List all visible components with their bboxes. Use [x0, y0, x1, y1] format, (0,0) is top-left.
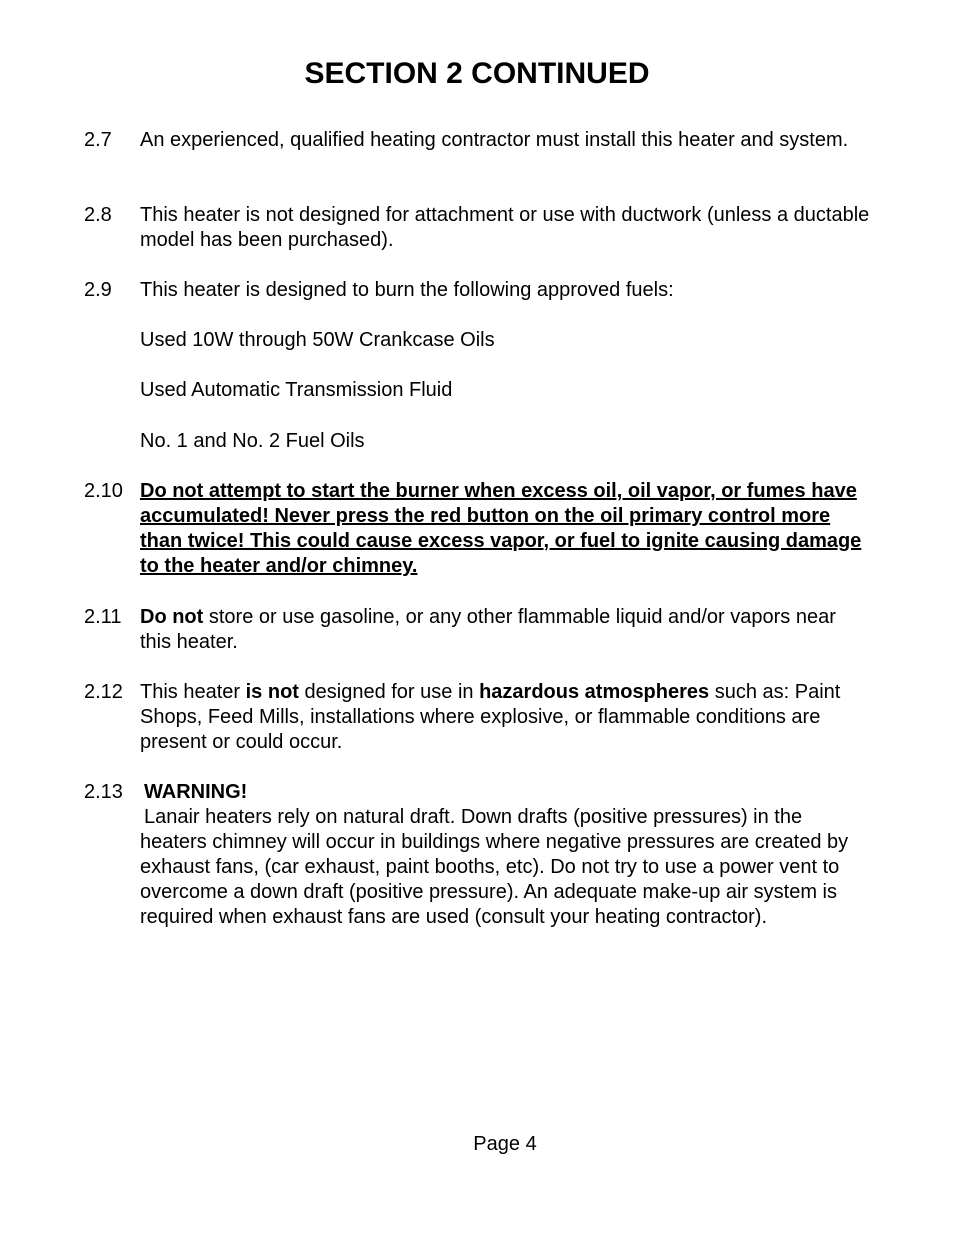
- item-text: An experienced, qualified heating contractor must install this heater and system.: [140, 129, 849, 151]
- item-body: [140, 780, 870, 930]
- item-text-part: This heater: [140, 681, 246, 703]
- fuel-item: Used Automatic Transmission Fluid: [140, 379, 453, 401]
- item-text-rest: store or use gasoline, or any other flammable liquid and/or vapors near this heater.: [140, 606, 836, 653]
- item-number: 2.11: [84, 606, 122, 628]
- item-text: [140, 680, 855, 755]
- list-item-2-7: [84, 128, 884, 153]
- item-number: 2.9: [84, 279, 112, 301]
- item-text-part: designed for use in: [298, 681, 480, 703]
- list-item-2-12: [84, 680, 884, 755]
- emphasis-text: is not: [245, 681, 299, 703]
- item-number: 2.10: [84, 480, 123, 502]
- warning-text: Do not attempt to start the burner when excess oil, oil vapor, or fumes have accumulated! Never press the red button on the oil primary control more than twice! This could cause excess vapor, or fuel to ignite causing damage to the heater and/or chimney.: [140, 480, 862, 577]
- list-item-2-10: [84, 479, 884, 579]
- fuel-item: No. 1 and No. 2 Fuel Oils: [140, 430, 365, 452]
- item-number: 2.13: [84, 781, 123, 803]
- page-number: Page 4: [473, 1133, 537, 1155]
- item-number: 2.7: [84, 129, 112, 151]
- item-number: 2.8: [84, 204, 112, 226]
- list-item-2-11: [84, 605, 884, 655]
- fuel-item: Used 10W through 50W Crankcase Oils: [140, 329, 495, 351]
- page-title: SECTION 2 CONTINUED: [304, 57, 650, 90]
- emphasis-text: hazardous atmospheres: [479, 681, 710, 703]
- item-text: [140, 605, 855, 655]
- emphasis-text: Do not: [140, 606, 204, 628]
- item-text: This heater is not designed for attachment or use with ductwork (unless a ductable model has been purchased).: [140, 204, 870, 251]
- list-item-2-13: [84, 780, 884, 930]
- warning-text: Lanair heaters rely on natural draft. Down drafts (positive pressures) in the heaters chimney will occur in buildings where negative pressures are created by exhaust fans, (car exhaust, paint booths, etc). Do not try to use a power vent to overcome a down draft (positive pressure). An adequate make-up air system is required when exhaust fans are used (consult your heating contractor).: [140, 806, 849, 928]
- list-item-2-8: [84, 203, 884, 253]
- list-item-2-9: [84, 278, 884, 303]
- item-text-part: such as: Paint Shops, Feed Mills, installations where explosive, or flammable conditions are present or could occur.: [140, 681, 841, 753]
- item-text: This heater is designed to burn the following approved fuels:: [140, 279, 674, 301]
- warning-heading: WARNING!: [144, 781, 248, 803]
- item-number: 2.12: [84, 681, 123, 703]
